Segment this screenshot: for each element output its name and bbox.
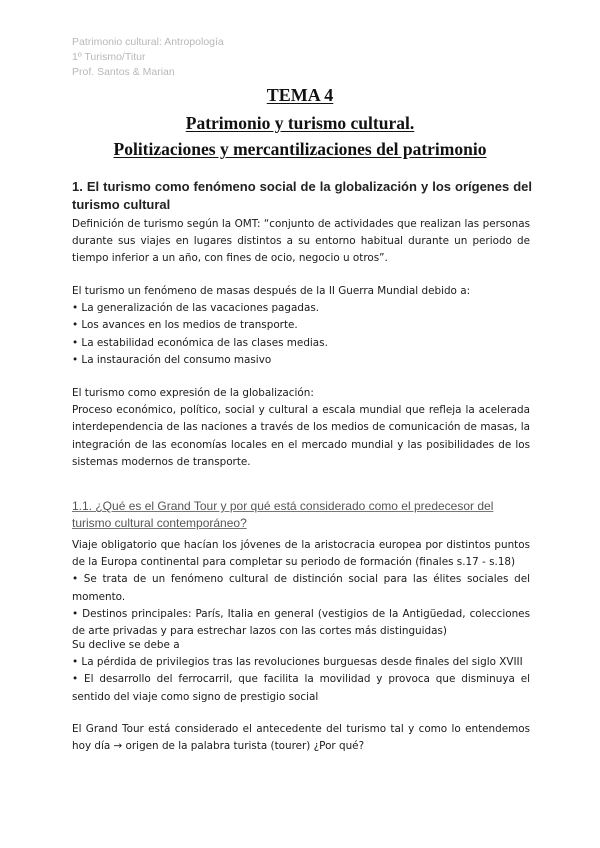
- mass-tourism-block: [72, 283, 530, 369]
- globalization-block: [72, 385, 530, 471]
- globalization-text: Proceso económico, político, social y cultural a escala mundial que refleja la acelerada interdependencia de las naciones a través de los medios de comunicación de masas, la integración de las economías locales en el mercado mundial y las posibilidades de los sistemas modernos de transporte.: [72, 404, 530, 468]
- header-degree: 1º Turismo/Titur: [72, 51, 146, 63]
- list-item: • El desarrollo del ferrocarril, que facilita la movilidad y provoca que disminuya el sentido del viaje como signo de prestigio social: [72, 673, 530, 703]
- globalization-intro: El turismo como expresión de la globalización:: [72, 387, 314, 399]
- list-item: • Los avances en los medios de transporte.: [72, 319, 298, 332]
- topic-subtitle: Politizaciones y mercantilizaciones del patrimonio: [113, 139, 487, 159]
- grand-tour-conclusion: El Grand Tour está considerado el antecedente del turismo tal y como lo entendemos hoy día → origen de la palabra turista (tourer) ¿Por qué?: [72, 723, 530, 753]
- header-professors: Prof. Santos & Marian: [72, 66, 175, 78]
- section-1-heading: 1. El turismo como fenómeno social de la globalización y los orígenes del turismo cultural: [72, 179, 532, 212]
- mass-tourism-intro: El turismo un fenómeno de masas después de la II Guerra Mundial debido a:: [72, 285, 471, 297]
- list-item: • La instauración del consumo masivo: [72, 353, 272, 366]
- section-1-1-heading: 1.1. ¿Qué es el Grand Tour y por qué está considerado como el predecesor del turismo cultural contemporáneo?: [72, 499, 494, 530]
- decline-block: [72, 637, 530, 706]
- list-item: • La generalización de las vacaciones pagadas.: [72, 302, 320, 315]
- list-item: • La estabilidad económica de las clases medias.: [72, 336, 328, 349]
- topic-number: TEMA 4: [266, 85, 334, 105]
- decline-intro: Su declive se debe a: [72, 639, 180, 651]
- header-course: Patrimonio cultural: Antropología: [72, 36, 224, 48]
- list-item: • Se trata de un fenómeno cultural de distinción social para las élites sociales del momento.: [72, 573, 530, 603]
- omt-definition: Definición de turismo según la OMT: “conjunto de actividades que realizan las personas durante sus viajes en lugares distintos a su entorno habitual durante un periodo de tiempo inferior a un año, con fines de ocio, negocio u otros”.: [72, 218, 530, 265]
- grand-tour-definition: Viaje obligatorio que hacían los jóvenes de la aristocracia europea por distintos puntos de la Europa continental para completar su periodo de formación (finales s.17 - s.18): [72, 539, 530, 569]
- grand-tour-block: [72, 537, 530, 640]
- list-item: • La pérdida de privilegios tras las revoluciones burguesas desde finales del siglo XVIII: [72, 656, 523, 669]
- topic-title: Patrimonio y turismo cultural.: [185, 113, 415, 133]
- page-header: [72, 35, 224, 80]
- list-item: • Destinos principales: París, Italia en general (vestigios de la Antigüedad, colecciones de arte privadas y para estrechar lazos con las cortes más distinguidas): [72, 607, 530, 638]
